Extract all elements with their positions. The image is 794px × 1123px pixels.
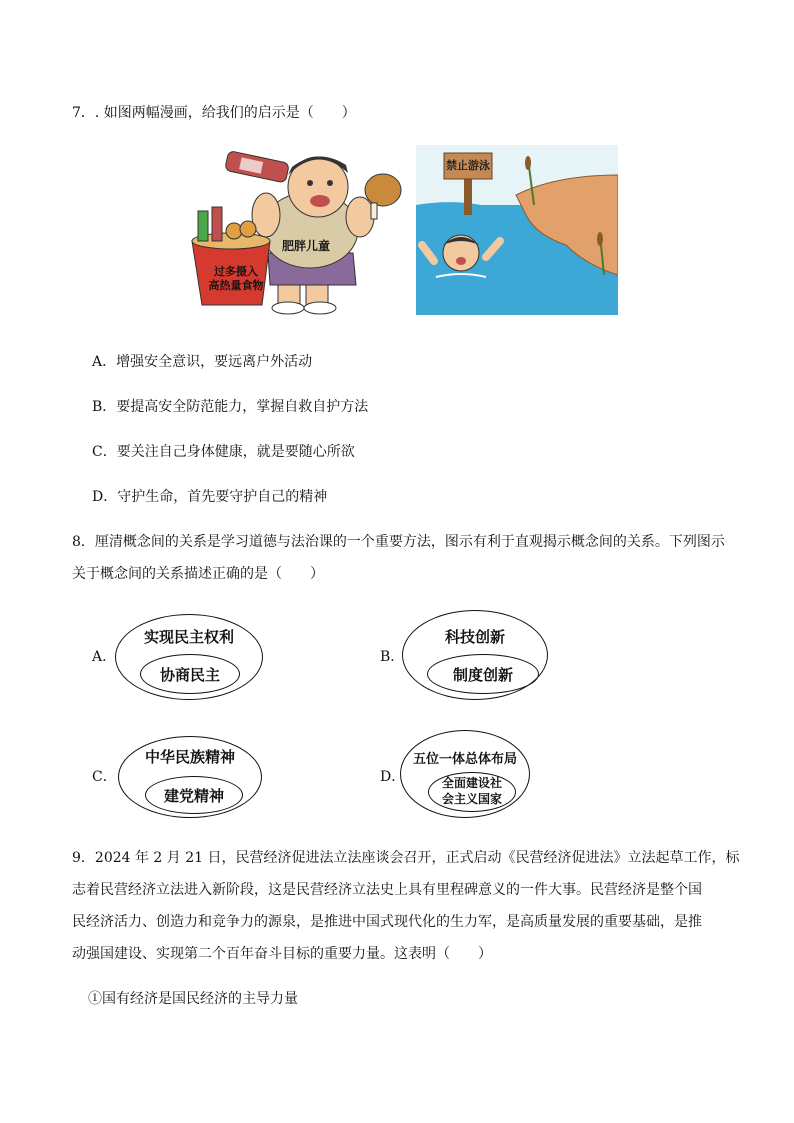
inner-concept-label-line2: 会主义国家 xyxy=(441,792,502,806)
q7-option-d[interactable]: D．守护生命，首先要守护自己的精神 xyxy=(92,489,328,505)
q7-stem: 7．. 如图两幅漫画，给我们的启示是（ ） xyxy=(72,105,356,121)
q9-stem-line4: 动强国建设、实现第二个百年奋斗目标的重要力量。这表明（ ） xyxy=(72,946,492,962)
q9-statement-1: ①国有经济是国民经济的主导力量 xyxy=(88,991,298,1007)
q8-option-a-letter: A． xyxy=(92,649,117,665)
obese-child-cartoon xyxy=(188,145,410,317)
q8-stem-line2: 关于概念间的关系描述正确的是（ ） xyxy=(72,566,324,582)
no-swimming-cartoon xyxy=(416,145,618,315)
q7-option-b[interactable]: B．要提高安全防范能力，掌握自救自护方法 xyxy=(92,399,369,415)
inner-concept-label xyxy=(428,775,516,807)
q9-stem-line1: 9．2024 年 2 月 21 日，民营经济促进法立法座谈会召开，正式启动《民营经济促进法》立法起草工作，标 xyxy=(72,850,740,866)
no-swimming-sign-label: 禁止游泳 xyxy=(446,159,490,172)
outer-concept-label: 五位一体总体布局 xyxy=(412,752,517,767)
inner-concept-label: 制度创新 xyxy=(452,666,513,684)
inner-concept-label-line1: 全面建设社 xyxy=(441,776,502,790)
q9-stem-line3: 民经济活力、创造力和竞争力的源泉，是推进中国式现代化的生力军，是高质量发展的重要基础，是推 xyxy=(72,914,702,930)
inner-concept-label: 协商民主 xyxy=(159,666,220,684)
q8-option-b-letter: B． xyxy=(380,649,405,665)
q8-stem-line1: 8．厘清概念间的关系是学习道德与法治课的一个重要方法，图示有利于直观揭示概念间的关系。下列图示 xyxy=(72,534,725,550)
bucket-label-line1: 过多摄入 xyxy=(214,265,258,278)
inner-concept-label: 建党精神 xyxy=(163,787,224,805)
bucket-label xyxy=(208,265,264,293)
vest-label: 肥胖儿童 xyxy=(282,239,331,253)
q9-stem-line2: 志着民营经济立法进入新阶段，这是民营经济立法史上具有里程碑意义的一件大事。民营经济是整个国 xyxy=(72,882,702,898)
bucket-label-line2: 高热量食物 xyxy=(208,279,264,292)
q8-option-c-letter: C． xyxy=(92,769,117,785)
q8-option-d-letter: D． xyxy=(380,769,406,785)
outer-concept-label: 中华民族精神 xyxy=(144,748,235,766)
q7-option-a[interactable]: A．增强安全意识，要远离户外活动 xyxy=(92,354,313,370)
outer-concept-label: 科技创新 xyxy=(444,628,505,646)
q7-option-c[interactable]: C．要关注自己身体健康，就是要随心所欲 xyxy=(92,444,355,460)
outer-concept-label: 实现民主权利 xyxy=(143,628,234,646)
